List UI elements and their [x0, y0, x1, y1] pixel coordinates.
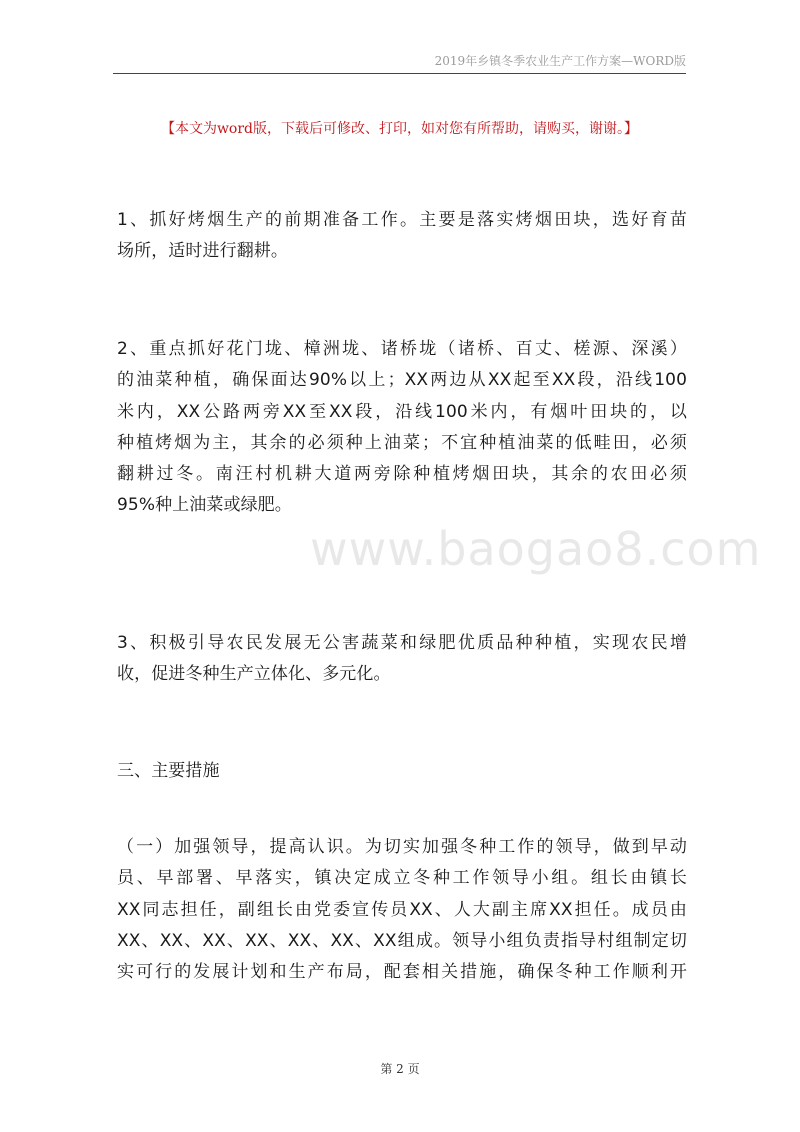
- text-line: 场所，适时进行翻耕。: [117, 241, 288, 262]
- paragraph-vegetables: [117, 628, 687, 691]
- text-line: 种植烤烟为主，其余的必须种上油菜；不宜种植油菜的低畦田，必须: [117, 432, 687, 453]
- text-line: XX同志担任，副组长由党委宣传员XX、人大副主席XX担任。成员由: [117, 899, 687, 920]
- text-line: 翻耕过冬。南汪村机耕大道两旁除种植烤烟田块，其余的农田必须: [117, 464, 687, 485]
- watermark: www.baogao8.com: [310, 522, 762, 576]
- section-heading-main-measures: [117, 756, 687, 787]
- paragraph-rapeseed-planting: [117, 334, 687, 522]
- header-rule: [113, 73, 686, 74]
- paragraph-tobacco-prep: [117, 205, 687, 268]
- running-header: 2019年乡镇冬季农业生产工作方案—WORD版: [434, 54, 686, 68]
- text-line: 员、早部署、早落实，镇决定成立冬种工作领导小组。组长由镇长: [117, 868, 687, 889]
- text-line: 3、积极引导农民发展无公害蔬菜和绿肥优质品种种植，实现农民增: [117, 633, 687, 653]
- paragraph-leadership: [117, 832, 687, 988]
- text-line: 2、重点抓好花门垅、樟洲垅、诸桥垅（诸桥、百丈、槎源、深溪）: [117, 339, 687, 359]
- text-line: 米内，XX公路两旁XX至XX段，沿线100米内，有烟叶田块的，以: [117, 401, 687, 422]
- text-line: 收，促进冬种生产立体化、多元化。: [117, 664, 391, 685]
- text-line: 的油菜种植，确保面达90%以上；XX两边从XX起至XX段，沿线100: [117, 370, 687, 391]
- text-line: 三、主要措施: [117, 761, 220, 781]
- text-line: 实可行的发展计划和生产布局，配套相关措施，确保冬种工作顺利开: [117, 962, 687, 983]
- text-line: （一）加强领导，提高认识。为切实加强冬种工作的领导，做到早动: [117, 837, 687, 857]
- text-line: 1、抓好烤烟生产的前期准备工作。主要是落实烤烟田块，选好育苗: [117, 210, 687, 230]
- text-line: XX、XX、XX、XX、XX、XX、XX组成。领导小组负责指导村组制定切: [117, 930, 687, 951]
- text-line: 95%种上油菜或绿肥。: [117, 495, 292, 516]
- download-notice: 【本文为word版，下载后可修改、打印，如对您有所帮助，请购买，谢谢。】: [160, 121, 639, 137]
- page-number: 第 2 页: [380, 1062, 420, 1076]
